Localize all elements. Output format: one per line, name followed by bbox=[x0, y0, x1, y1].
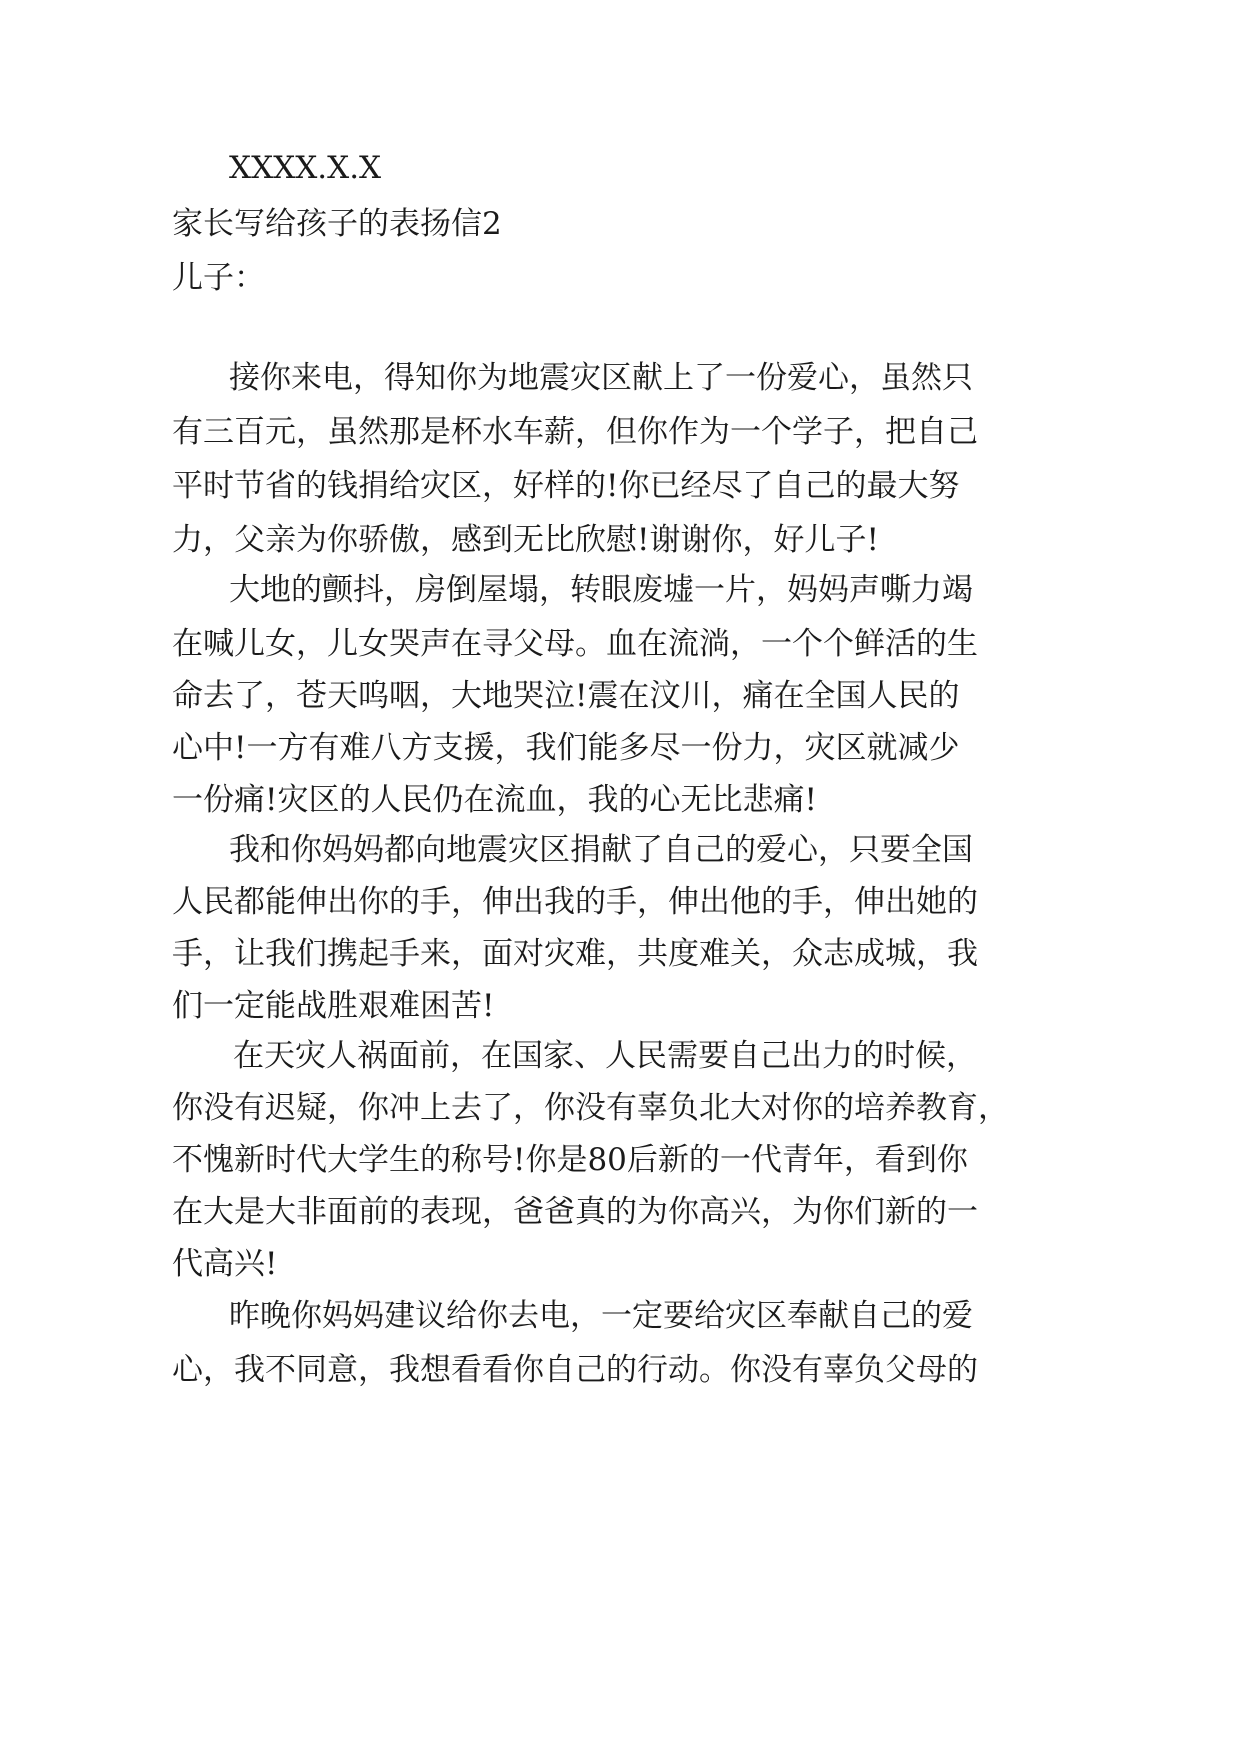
paragraph-line: 力，父亲为你骄傲，感到无比欣慰!谢谢你，好儿子! bbox=[172, 522, 879, 558]
paragraph-line: 命去了，苍天呜咽，大地哭泣!震在汶川，痛在全国人民的 bbox=[172, 678, 960, 714]
paragraph-line: 你没有迟疑，你冲上去了，你没有辜负北大对你的培养教育， bbox=[172, 1090, 1009, 1126]
paragraph-line: 们一定能战胜艰难困苦! bbox=[172, 988, 495, 1024]
paragraph-line: 接你来电，得知你为地震灾区献上了一份爱心，虽然只 bbox=[229, 360, 973, 396]
paragraph-line: 我和你妈妈都向地震灾区捐献了自己的爱心，只要全国 bbox=[229, 832, 973, 868]
paragraph-line: 平时节省的钱捐给灾区，好样的!你已经尽了自己的最大努 bbox=[172, 468, 960, 504]
paragraph-line: 在喊儿女，儿女哭声在寻父母。血在流淌，一个个鲜活的生 bbox=[172, 626, 978, 662]
letter-salutation: 儿子： bbox=[172, 260, 265, 296]
paragraph-line: 大地的颤抖，房倒屋塌，转眼废墟一片，妈妈声嘶力竭 bbox=[229, 572, 973, 608]
paragraph-line: 昨晚你妈妈建议给你去电，一定要给灾区奉献自己的爱 bbox=[229, 1298, 973, 1334]
paragraph-line: 在大是大非面前的表现，爸爸真的为你高兴，为你们新的一 bbox=[172, 1194, 978, 1230]
letter-date: XXXX.X.X bbox=[229, 150, 382, 186]
paragraph-line: 在天灾人祸面前，在国家、人民需要自己出力的时候， bbox=[233, 1038, 977, 1074]
paragraph-line: 一份痛!灾区的人民仍在流血，我的心无比悲痛! bbox=[172, 782, 817, 818]
paragraph-line: 手，让我们携起手来，面对灾难，共度难关，众志成城，我 bbox=[172, 936, 978, 972]
paragraph-line: 心，我不同意，我想看看你自己的行动。你没有辜负父母的 bbox=[172, 1352, 978, 1388]
paragraph-line: 不愧新时代大学生的称号!你是80后新的一代青年，看到你 bbox=[172, 1142, 968, 1178]
paragraph-line: 代高兴! bbox=[172, 1246, 278, 1282]
letter-title: 家长写给孩子的表扬信2 bbox=[172, 206, 502, 242]
paragraph-line: 人民都能伸出你的手，伸出我的手，伸出他的手，伸出她的 bbox=[172, 884, 978, 920]
paragraph-line: 心中!一方有难八方支援，我们能多尽一份力，灾区就减少 bbox=[172, 730, 960, 766]
paragraph-line: 有三百元，虽然那是杯水车薪，但你作为一个学子，把自己 bbox=[172, 414, 978, 450]
